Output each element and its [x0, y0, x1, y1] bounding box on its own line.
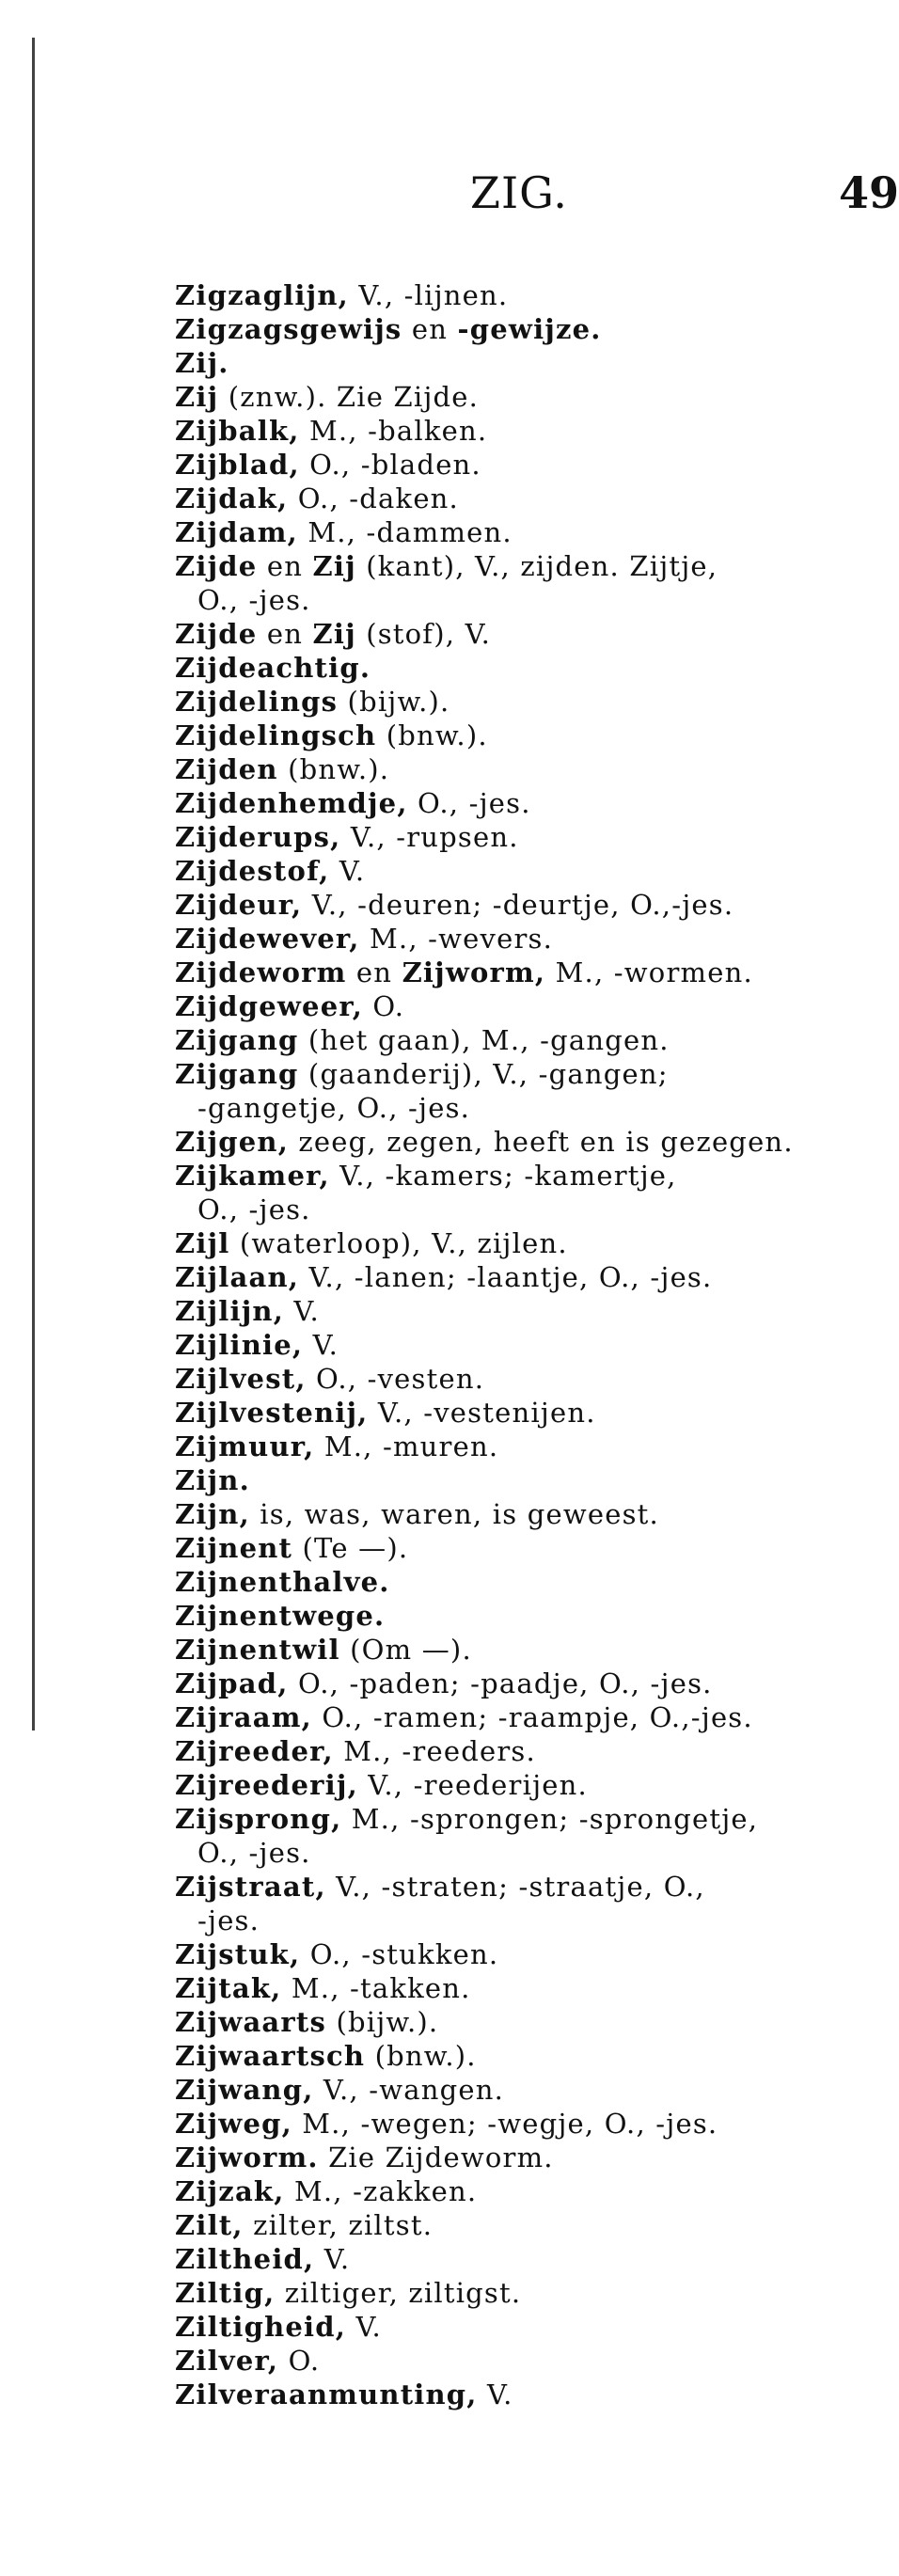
entry-line — [175, 1600, 385, 1632]
entry-definition: (gaanderij), V., -gangen; — [298, 1058, 669, 1090]
entry-definition: O. — [363, 990, 405, 1022]
entry-line — [175, 1972, 471, 2004]
entry-line — [175, 1024, 670, 1056]
entry-definition: V., -rupsen. — [340, 821, 519, 853]
entry-line — [175, 889, 733, 921]
dictionary-entry — [175, 1937, 852, 1971]
entry-definition: V. — [303, 1329, 339, 1361]
dictionary-entry — [175, 1802, 852, 1870]
entry-definition-continued: (kant), V., zijden. Zijtje, — [355, 550, 718, 582]
dictionary-entry — [175, 1125, 852, 1159]
dictionary-entry — [175, 956, 852, 989]
entry-headword: Zijn. — [175, 1464, 250, 1496]
entry-definition: Zie Zijdeworm. — [318, 2141, 554, 2173]
dictionary-entry — [175, 617, 852, 651]
entry-definition: V., -reederijen. — [357, 1769, 588, 1801]
entry-line — [175, 482, 459, 514]
entry-headword: Zilver, — [175, 2345, 279, 2377]
entry-line — [175, 279, 508, 311]
entry-line — [175, 2108, 718, 2140]
entry-line — [175, 1769, 588, 1801]
dictionary-entry — [175, 1362, 852, 1396]
dictionary-entries — [175, 278, 852, 2411]
entry-headword: Zijbalk, — [175, 415, 300, 447]
entry-headword: Zijlvestenij, — [175, 1397, 369, 1429]
entry-line — [175, 1160, 677, 1192]
dictionary-entry — [175, 2073, 852, 2107]
dictionary-entry — [175, 1768, 852, 1802]
entry-definition: O. — [278, 2345, 321, 2377]
entry-line — [175, 855, 365, 887]
entry-headword: Zijlaan, — [175, 1261, 300, 1293]
dictionary-entry — [175, 786, 852, 820]
entry-headword: Zijsprong, — [175, 1803, 342, 1835]
dictionary-entry — [175, 2378, 852, 2411]
entry-headword: Zijderups, — [175, 821, 341, 853]
entry-headword: Zijstraat, — [175, 1871, 326, 1903]
entry-continuation-line: -jes. — [197, 1904, 260, 1936]
entry-continuation-line: O., -jes. — [197, 1193, 311, 1225]
entry-headword: Zijnent — [175, 1532, 293, 1564]
dictionary-entry — [175, 752, 852, 786]
entry-line — [175, 381, 479, 413]
entry-headword-variant: Zijworm, — [402, 956, 546, 988]
entry-line — [175, 1363, 484, 1395]
entry-definition: (bnw.). — [365, 2040, 477, 2072]
entry-headword: Zijwaartsch — [175, 2040, 366, 2072]
entry-definition: V., -vestenijen. — [368, 1397, 596, 1429]
entry-definition-continued: M., -wormen. — [545, 956, 753, 988]
entry-headword: Zijpad, — [175, 1667, 289, 1699]
entry-headword: Zijn, — [175, 1498, 250, 1530]
dictionary-entry — [175, 1260, 852, 1294]
entry-headword: Zijgen, — [175, 1126, 289, 1158]
dictionary-entry — [175, 1599, 852, 1633]
entry-definition: O., -jes. — [407, 787, 531, 819]
entry-line — [175, 1566, 390, 1598]
entry-line — [175, 1430, 498, 1462]
entry-headword: Zijzak, — [175, 2175, 285, 2207]
entry-line — [175, 2345, 320, 2377]
entry-line — [175, 313, 602, 345]
entry-definition: O., -bladen. — [299, 449, 481, 481]
entry-headword: Zijtak, — [175, 1972, 282, 2004]
entry-headword: Ziltheid, — [175, 2243, 315, 2275]
entry-line — [175, 990, 404, 1022]
entry-definition: V., -deuren; -deurtje, O.,-jes. — [302, 889, 734, 921]
entry-headword: Zijdeur, — [175, 889, 303, 921]
entry-definition: M., -takken. — [281, 1972, 471, 2004]
entry-headword: Zijreederij, — [175, 1769, 358, 1801]
entry-headword: Zij — [175, 381, 219, 413]
entry-headword: Zijgang — [175, 1024, 299, 1056]
entry-line — [175, 1329, 339, 1361]
dictionary-entry — [175, 922, 852, 956]
entry-line — [175, 2243, 350, 2275]
entry-headword: Zijdestof, — [175, 855, 330, 887]
dictionary-entry — [175, 1633, 852, 1667]
entry-definition: ziltiger, ziltigst. — [275, 2277, 522, 2309]
entry-definition: en — [346, 956, 402, 988]
entry-definition: V., -wangen. — [313, 2074, 505, 2106]
entry-headword: Zij. — [175, 347, 229, 379]
entry-headword: Zijwang, — [175, 2074, 314, 2106]
entry-line — [175, 2040, 477, 2072]
entry-definition: V., -lijnen. — [348, 279, 509, 311]
dictionary-entry — [175, 482, 852, 515]
entry-headword: Zijdenhemdje, — [175, 787, 408, 819]
dictionary-entry — [175, 2107, 852, 2141]
entry-headword: Ziltigheid, — [175, 2311, 347, 2343]
entry-line — [175, 1701, 753, 1733]
entry-definition: O., -paden; -paadje, O., -jes. — [288, 1667, 713, 1699]
entry-definition: V. — [329, 855, 366, 887]
entry-definition: O., -stukken. — [300, 1938, 499, 1970]
entry-headword: Zilt, — [175, 2209, 244, 2241]
entry-line — [175, 1667, 713, 1699]
entry-line — [175, 1295, 320, 1327]
entry-headword: Ziltig, — [175, 2277, 276, 2309]
dictionary-entry — [175, 549, 852, 617]
entry-line — [175, 516, 513, 548]
entry-definition: M., -wevers. — [359, 923, 554, 955]
entry-headword: Zijwaarts — [175, 2006, 327, 2038]
entry-headword: Zijdeachtig. — [175, 652, 371, 684]
entry-line — [175, 1397, 596, 1429]
entry-line — [175, 1227, 568, 1259]
dictionary-entry — [175, 278, 852, 312]
entry-line — [175, 2209, 433, 2241]
entry-headword: Zijgang — [175, 1058, 299, 1090]
entry-line — [175, 1871, 705, 1903]
entry-headword: Zijdewever, — [175, 923, 360, 955]
dictionary-entry — [175, 651, 852, 685]
dictionary-entry — [175, 1870, 852, 1937]
entry-definition: V., -kamers; -kamertje, — [329, 1160, 677, 1192]
dictionary-entry — [175, 346, 852, 380]
entry-definition: M., -wegen; -wegje, O., -jes. — [292, 2108, 718, 2140]
entry-headword: Zigzaglijn, — [175, 279, 349, 311]
entry-definition: O., -vesten. — [306, 1363, 485, 1395]
dictionary-entry — [175, 1971, 852, 2005]
dictionary-entry — [175, 1734, 852, 1768]
entry-definition: (bijw.). — [338, 686, 450, 718]
entry-line — [175, 1532, 408, 1564]
entry-line — [175, 1938, 498, 1970]
entry-continuation-line: O., -jes. — [197, 1837, 311, 1869]
entry-definition: V. — [477, 2378, 513, 2410]
entry-definition: M., -balken. — [299, 415, 488, 447]
entry-headword-variant: Zij — [312, 550, 356, 582]
entry-definition-continued: (stof), V. — [355, 618, 492, 650]
dictionary-entry — [175, 685, 852, 719]
dictionary-entry — [175, 2141, 852, 2174]
entry-definition: zilter, ziltst. — [243, 2209, 434, 2241]
dictionary-entry — [175, 2242, 852, 2276]
entry-headword: Zijde — [175, 618, 258, 650]
entry-definition: M., -dammen. — [297, 516, 513, 548]
dictionary-entry — [175, 1700, 852, 1734]
entry-line — [175, 1261, 712, 1293]
entry-line — [175, 347, 229, 379]
entry-definition: (Te —). — [292, 1532, 409, 1564]
entry-definition: V. — [346, 2311, 382, 2343]
entry-headword: Zigzagsgewijs — [175, 313, 402, 345]
dictionary-entry — [175, 1226, 852, 1260]
entry-headword: Zijmuur, — [175, 1430, 315, 1462]
entry-headword: Zijdeworm — [175, 956, 347, 988]
entry-headword: Zijden — [175, 753, 278, 785]
entry-line — [175, 2378, 513, 2410]
entry-headword: Zijdelings — [175, 686, 339, 718]
entry-line — [175, 618, 491, 650]
entry-definition: en — [402, 313, 458, 345]
entry-line — [175, 652, 371, 684]
entry-headword: Zijstuk, — [175, 1938, 301, 1970]
dictionary-entry — [175, 1463, 852, 1497]
dictionary-entry — [175, 1057, 852, 1125]
entry-definition: M., -reeders. — [333, 1735, 536, 1767]
dictionary-entry — [175, 515, 852, 549]
entry-headword: Zijlijn, — [175, 1295, 284, 1327]
entry-line — [175, 1634, 472, 1666]
entry-definition: (het gaan), M., -gangen. — [298, 1024, 670, 1056]
entry-line — [175, 923, 553, 955]
entry-definition: (waterloop), V., zijlen. — [229, 1227, 568, 1259]
entry-line — [175, 821, 519, 853]
entry-headword: Zijdam, — [175, 516, 298, 548]
entry-line — [175, 2311, 382, 2343]
entry-definition: M., -muren. — [314, 1430, 499, 1462]
entry-line — [175, 1735, 536, 1767]
entry-headword: Zijnentwil — [175, 1634, 340, 1666]
dictionary-entry — [175, 1023, 852, 1057]
dictionary-entry — [175, 888, 852, 922]
entry-line — [175, 1126, 794, 1158]
dictionary-entry — [175, 1159, 852, 1226]
dictionary-entry — [175, 312, 852, 346]
page-number: 49 — [839, 167, 899, 218]
entry-headword: Zijde — [175, 550, 258, 582]
entry-definition: is, was, waren, is geweest. — [249, 1498, 659, 1530]
entry-headword-variant: Zij — [312, 618, 356, 650]
dictionary-entry — [175, 2276, 852, 2310]
dictionary-entry — [175, 1565, 852, 1599]
entry-line — [175, 956, 753, 988]
entry-line — [175, 1464, 250, 1496]
entry-line — [175, 2175, 477, 2207]
entry-definition: en — [257, 550, 313, 582]
dictionary-entry — [175, 1430, 852, 1463]
entry-headword: Zijdelingsch — [175, 719, 377, 751]
dictionary-entry — [175, 854, 852, 888]
dictionary-entry — [175, 719, 852, 752]
entry-headword: Zijnenthalve. — [175, 1566, 390, 1598]
entry-headword-variant: -gewijze. — [457, 313, 602, 345]
dictionary-entry — [175, 2005, 852, 2039]
dictionary-entry — [175, 2208, 852, 2242]
entry-headword: Zilveraanmunting, — [175, 2378, 478, 2410]
entry-line — [175, 1803, 758, 1835]
entry-line — [175, 1498, 659, 1530]
dictionary-entry — [175, 2039, 852, 2073]
entry-headword: Zijblad, — [175, 449, 300, 481]
entry-continuation-line: -gangetje, O., -jes. — [197, 1092, 471, 1124]
entry-definition: (bijw.). — [326, 2006, 439, 2038]
dictionary-entry — [175, 380, 852, 414]
entry-definition: V. — [314, 2243, 351, 2275]
entry-definition: M., -sprongen; -sprongetje, — [341, 1803, 759, 1835]
entry-line — [175, 415, 487, 447]
entry-definition: O., -daken. — [288, 482, 459, 514]
dictionary-entry — [175, 2344, 852, 2378]
entry-line — [175, 2074, 504, 2106]
margin-rule — [32, 38, 35, 1731]
entry-definition: V., -straten; -straatje, O., — [325, 1871, 705, 1903]
dictionary-entry — [175, 2310, 852, 2344]
entry-headword: Zijlinie, — [175, 1329, 304, 1361]
entry-definition: V., -lanen; -laantje, O., -jes. — [299, 1261, 713, 1293]
entry-line — [175, 2277, 521, 2309]
dictionary-entry — [175, 820, 852, 854]
entry-line — [175, 2006, 438, 2038]
entry-line — [175, 753, 389, 785]
entry-headword: Zijlvest, — [175, 1363, 307, 1395]
entry-headword: Zijreeder, — [175, 1735, 334, 1767]
dictionary-entry — [175, 1667, 852, 1700]
entry-headword: Zijl — [175, 1227, 230, 1259]
entry-definition: en — [257, 618, 313, 650]
entry-headword: Zijnentwege. — [175, 1600, 386, 1632]
entry-definition: (bnw.). — [277, 753, 390, 785]
entry-headword: Zijweg, — [175, 2108, 292, 2140]
entry-definition: (bnw.). — [376, 719, 488, 751]
dictionary-entry — [175, 1294, 852, 1328]
entry-line — [175, 787, 531, 819]
dictionary-entry — [175, 1531, 852, 1565]
dictionary-entry — [175, 2174, 852, 2208]
dictionary-entry — [175, 448, 852, 482]
entry-headword: Zijdak, — [175, 482, 289, 514]
entry-definition: M., -zakken. — [284, 2175, 478, 2207]
entry-line — [175, 1058, 669, 1090]
entry-line — [175, 550, 718, 582]
dictionary-entry — [175, 1396, 852, 1430]
dictionary-entry — [175, 1497, 852, 1531]
entry-line — [175, 2141, 554, 2173]
entry-headword: Zijworm. — [175, 2141, 319, 2173]
entry-headword: Zijraam, — [175, 1701, 312, 1733]
entry-continuation-line: O., -jes. — [197, 584, 311, 616]
entry-definition: (Om —). — [339, 1634, 472, 1666]
entry-line — [175, 719, 488, 751]
entry-definition: zeeg, zegen, heeft en is gezegen. — [289, 1126, 794, 1158]
page-header-title: ZIG. — [470, 167, 568, 218]
dictionary-entry — [175, 414, 852, 448]
dictionary-entry — [175, 989, 852, 1023]
entry-definition: O., -ramen; -raampje, O.,-jes. — [311, 1701, 753, 1733]
entry-headword: Zijkamer, — [175, 1160, 330, 1192]
entry-definition: V. — [284, 1295, 320, 1327]
dictionary-entry — [175, 1328, 852, 1362]
entry-line — [175, 686, 450, 718]
entry-headword: Zijdgeweer, — [175, 990, 364, 1022]
entry-line — [175, 449, 481, 481]
entry-definition: (znw.). Zie Zijde. — [218, 381, 480, 413]
